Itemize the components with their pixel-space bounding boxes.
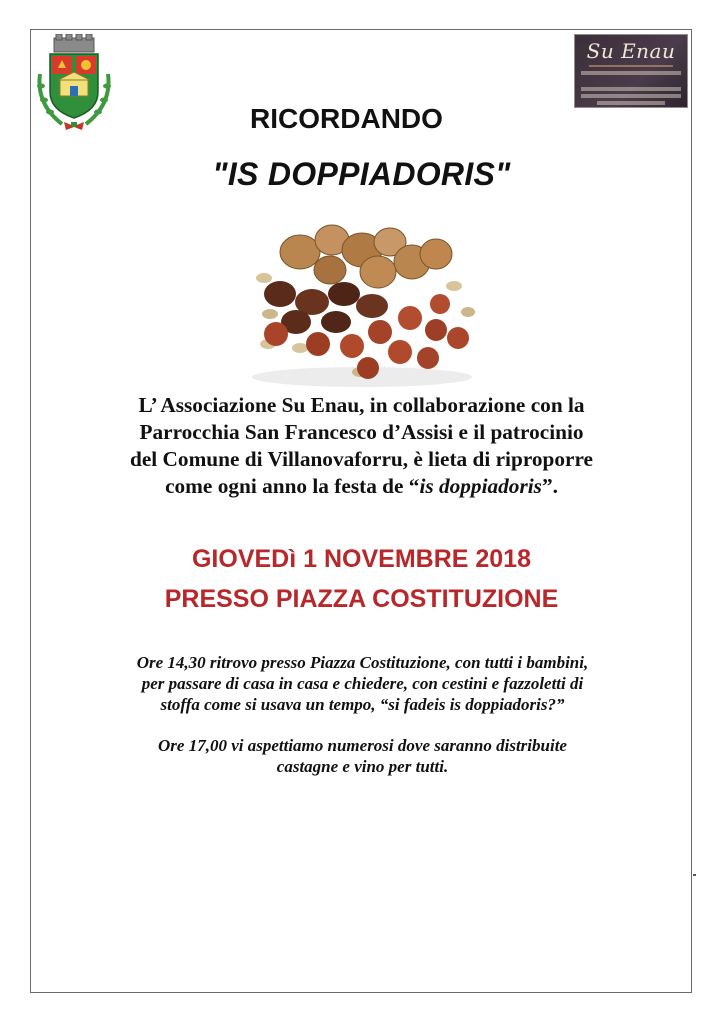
event-place: PRESSO PIAZZA COSTITUZIONE <box>164 585 559 613</box>
program-line: Ore 14,30 ritrovo presso Piazza Costituzione, con tutti i bambini, <box>136 653 589 672</box>
intro-line: del Comune di Villanovaforru, è lieta di riproporre <box>130 447 593 471</box>
logo-subtitle-text <box>581 71 681 75</box>
nuts-image <box>240 222 485 392</box>
program-line: Ore 17,00 vi aspettiamo numerosi dove saranno distribuite <box>158 736 567 755</box>
intro-line: Parrocchia San Francesco d’Assisi e il patrocinio <box>139 420 584 444</box>
intro-paragraph <box>60 392 663 500</box>
intro-text: ”. <box>541 474 558 498</box>
intro-line: L’ Associazione Su Enau, in collaborazione con la <box>138 393 585 417</box>
intro-text: come ogni anno la festa de “ <box>165 474 420 498</box>
program-line: castagne e vino per tutti. <box>276 757 449 776</box>
intro-line <box>60 473 663 500</box>
page-mark <box>693 874 696 876</box>
intro-event-name: is doppiadoris <box>419 474 542 498</box>
program-line: per passare di casa in casa e chiedere, con cestini e fazzoletti di <box>141 674 584 693</box>
program-second <box>60 735 665 777</box>
program-first <box>60 652 665 715</box>
logo-title: Su Enau <box>586 39 676 63</box>
heading-ricordando: RICORDANDO <box>250 103 443 134</box>
logo-divider <box>589 65 673 67</box>
event-date: GIOVEDì 1 NOVEMBRE 2018 <box>191 545 531 573</box>
heading-is-doppiadoris: "IS DOPPIADORIS" <box>212 156 511 192</box>
logo-phone-text <box>581 94 681 98</box>
su-enau-logo-icon <box>574 34 688 108</box>
program-line: stoffa come si usava un tempo, “si fadeis is doppiadoris?” <box>160 695 565 714</box>
logo-address-text <box>581 87 681 91</box>
